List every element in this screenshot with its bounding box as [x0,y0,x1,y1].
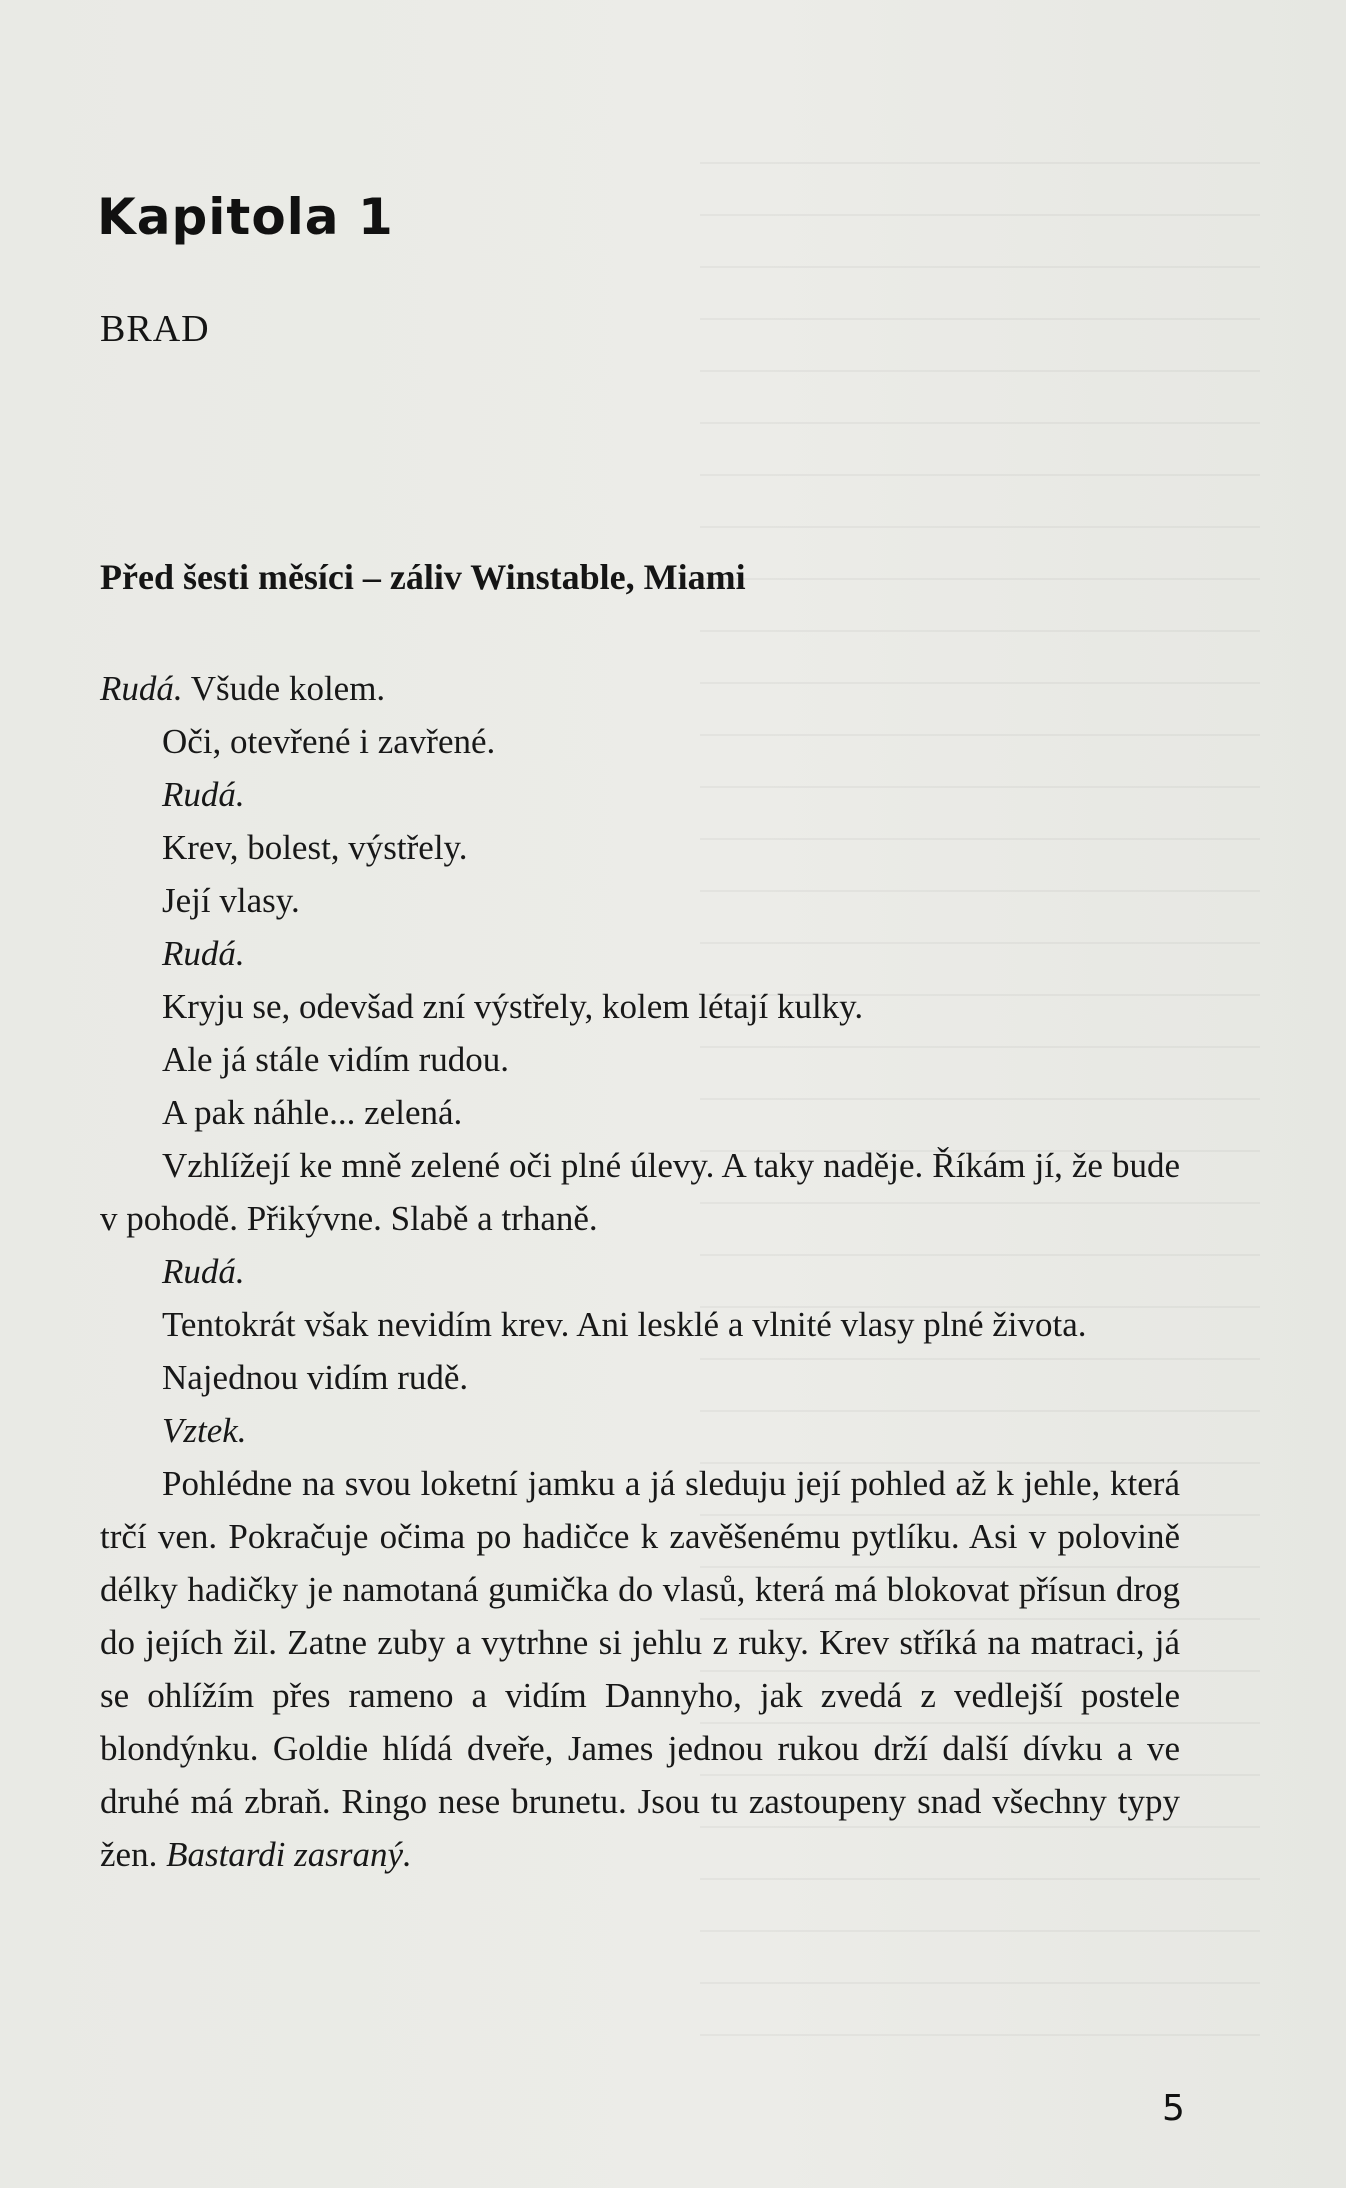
paragraph: Najednou vidím rudě. [162,1358,469,1397]
paragraph-italic: Rudá. [100,669,183,708]
scene-heading: Před šesti měsíci – záliv Winstable, Miami [100,557,746,597]
paragraph: Její vlasy. [162,881,300,920]
paragraph: Kryju se, odevšad zní výstřely, kolem létají kulky. [162,987,864,1026]
page-number: 5 [1162,2088,1185,2129]
paragraph-italic: Rudá. [162,775,245,814]
paragraph [100,1404,1180,1457]
paragraph: Tentokrát však nevidím krev. Ani lesklé a vlnité vlasy plné života. [162,1305,1087,1344]
chapter-title: Kapitola 1 [97,188,394,246]
paragraph: Krev, bolest, výstřely. [162,828,468,867]
paragraph: Oči, otevřené i zavřené. [162,722,496,761]
paragraph [100,1457,1180,1881]
paragraph-text: Všude kolem. [182,669,386,708]
paragraph: Vzhlížejí ke mně zelené oči plné úlevy. A taky naděje. Říkám jí, že bude v pohodě. Přikývne. Slabě a trhaně. [100,1146,1180,1238]
paragraph [100,1245,1180,1298]
paragraph [100,768,1180,821]
paragraph: Ale já stále vidím rudou. [162,1040,510,1079]
paragraph [100,927,1180,980]
chapter-body [100,662,1180,1881]
paragraph-italic: Rudá. [162,934,245,973]
paragraph [100,662,1180,715]
paragraph-italic: Bastardi zasraný. [166,1835,412,1874]
paragraph-italic: Vztek. [162,1411,247,1450]
paragraph-italic: Rudá. [162,1252,245,1291]
pov-character: BRAD [100,308,210,350]
paragraph-text: Pohlédne na svou loketní jamku a já sleduju její pohled až k jehle, která trčí ven. Pokračuje očima po hadičce k zavěšenému pytlíku. Asi v polovině délky hadičky je namotaná gumička do vlasů, která má blokovat přísun drog do jejích žil. Zatne zuby a vytrhne si jehlu z ruky. Krev stříká na matraci, já se ohlížím přes rameno a vidím Dannyho, jak zvedá z vedlejší postele blondýnku. Goldie hlídá dveře, James jednou rukou drží další dívku a ve druhé má zbraň. Ringo nese brunetu. Jsou tu zastoupeny snad všechny typy žen. [100,1464,1180,1874]
paragraph: A pak náhle... zelená. [162,1093,463,1132]
